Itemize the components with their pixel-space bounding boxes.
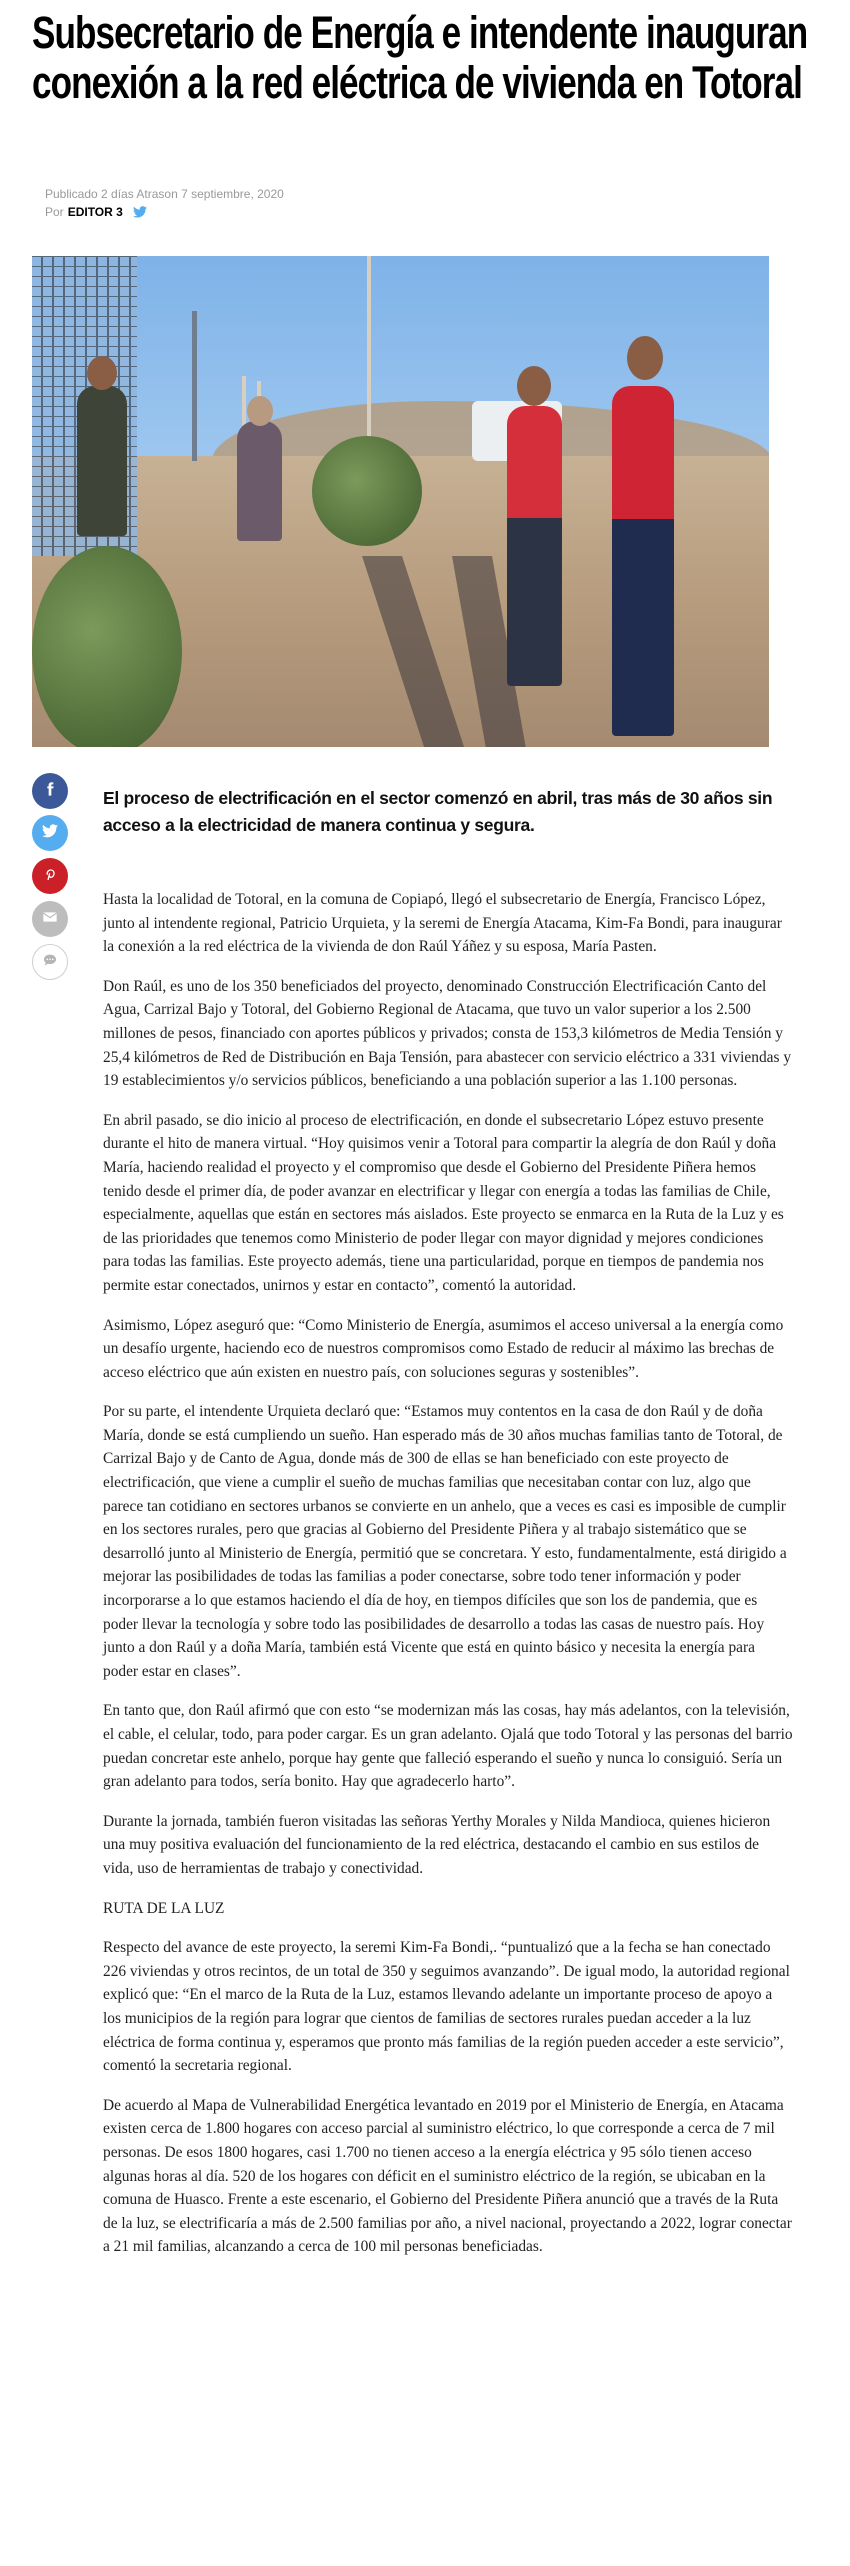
twitter-icon (42, 823, 58, 844)
article-paragraph: De acuerdo al Mapa de Vulnerabilidad Energética levantado en 2019 por el Ministerio de Energía, en Atacama existen cerca de 1.800 hogares con acceso parcial al suministro eléctrico, lo que corresponde a cerca de 7 mil personas. De esos 1800 hogares, casi 1.700 no tienen acceso a la energía eléctrica y 95 sólo tienen acceso algunas horas al día. 520 de los hogares con déficit en el suministro eléctrico de la región, se ubicaban en la comuna de Huasco. Frente a este escenario, el Gobierno del Presidente Piñera anunció que a través de la Ruta de la luz, se electrificaría a más de 2.500 familias por año, a nivel nacional, proyectando a 2022, lograr conectar a 21 mil familias, alcanzando a cerca de 100 mil personas beneficiadas. (103, 2096, 792, 2256)
pinterest-icon (42, 866, 58, 887)
article-paragraph: Hasta la localidad de Totoral, en la comuna de Copiapó, llegó el subsecretario de Energía, Francisco López, junto al intendente regional, Patricio Urquieta, y la seremi de Energía Atacama, Kim-Fa Bondi, para inaugurar la conexión a la red eléctrica de la vivienda de don Raúl Yáñez y su esposa, María Pasten. (103, 891, 782, 956)
photo-shrub (312, 436, 422, 546)
article-paragraph: Asimismo, López aseguró que: “Como Ministerio de Energía, asumimos el acceso universal a la energía como un desafío urgente, haciendo eco de nuestros compromisos como Estado de reducir al máximo las brechas de acceso eléctrico que aún existen en nuestro país, con soluciones seguras y sostenibles”. (103, 1316, 784, 1381)
article-paragraph: En tanto que, don Raúl afirmó que con esto “se modernizan más las cosas, hay más adelantos, con la televisión, el cable, el celular, todo, para poder cargar. Es un gran adelanto. Ojalá que todo Totoral y las personas del barrio puedan concretar este anhelo, porque hay gente que falleció esperando el sueño y nunca lo consiguió. Sería un gran adelanto para todos, sería bonito. Hay que agradecerlo harto”. (103, 1702, 793, 1791)
author-link[interactable]: EDITOR 3 (67, 205, 123, 219)
article-body (103, 888, 793, 2275)
share-twitter-button[interactable] (32, 815, 68, 851)
byline-prefix: Por (45, 205, 64, 219)
photo-person-head (247, 396, 273, 426)
section-subheading: RUTA DE LA LUZ (103, 1899, 225, 1917)
share-facebook-button[interactable] (32, 773, 68, 809)
photo-gate-post (192, 311, 197, 461)
photo-person-head (627, 336, 663, 380)
article-paragraph: Respecto del avance de este proyecto, la seremi Kim-Fa Bondi,. “puntualizó que a la fecha se han conectado 226 viviendas y otros recintos, de un total de 350 y seguimos avanzando”. De igual modo, la autoridad regional explicó que: “En el marco de la Ruta de la Luz, estamos llevando adelante un importante proceso de apoyo a los municipios de la región para lograr que cientos de familias de sectores rurales puedan acceder a la luz eléctrica de forma continua y, esperamos que pronto más familias de la región pueden acceder a este servicio”, comentó la secretaria regional. (103, 1939, 790, 2075)
article-paragraph: Por su parte, el intendente Urquieta declaró que: “Estamos muy contentos en la casa de don Raúl y de doña María, donde se está cumpliendo un sueño. Han esperado más de 30 años muchas familias tanto de Totoral, de Carrizal Bajo y de Canto de Agua, donde más de 300 de ellas se han beneficiado con este proyecto de electrificación, que viene a cumplir el sueño de muchas familias que necesitaban contar con luz, algo que parece tan cotidiano en sectores urbanos se convierte en un anhelo, que a veces es casi es imposible de cumplir en los sectores rurales, pero que gracias al Gobierno del Presidente Piñera y al trabajo sistemático que se desarrolló junto al Ministerio de Energía, permitió que se concretara. Y esto, fundamentalmente, está dirigido a mejorar las posibilidades de todas las familias a poder conectarse, sobre todo tener información y poder incorporarse a lo que estamos haciendo el día de hoy, en tiempos difíciles que son los de pandemia, que es poder llevar la tecnología y sobre todo las posibilidades de desarrollo a todas las casas de nuestro país. Hoy junto a don Raúl y a doña María, también está Vicente que está en quinto básico y necesita la energía para poder estar en clases”. (103, 1403, 787, 1680)
article-lead: El proceso de electrificación en el sector comenzó en abril, tras más de 30 años sin acceso a la electricidad de manera continua y segura. (103, 788, 773, 835)
photo-person (237, 421, 282, 541)
share-pinterest-button[interactable] (32, 858, 68, 894)
comments-button[interactable] (32, 944, 68, 980)
byline (45, 205, 147, 219)
twitter-icon[interactable] (133, 206, 147, 218)
photo-shrub (32, 546, 182, 747)
photo-person-head (517, 366, 551, 406)
article-title: Subsecretario de Energía e intendente inauguran conexión a la red eléctrica de vivienda en Totoral (32, 7, 808, 108)
article-photo (32, 256, 769, 747)
photo-person (507, 406, 562, 686)
article-paragraph: Durante la jornada, también fueron visitadas las señoras Yerthy Morales y Nilda Mandioca, quienes hicieron una muy positiva evaluación del funcionamiento de la red eléctrica, destacando el cambio en sus estilos de vida, uso de herramientas de trabajo y conectividad. (103, 1812, 771, 1877)
facebook-icon (42, 781, 58, 802)
article-paragraph: Don Raúl, es uno de los 350 beneficiados del proyecto, denominado Construcción Electrificación Canto del Agua, Carrizal Bajo y Totoral, del Gobierno Regional de Atacama, que tuvo un valor superior a los 2.500 millones de pesos, financiado con aportes públicos y privados; consta de 153,3 kilómetros de Media Tensión y 25,4 kilómetros de Red de Distribución en Baja Tensión, para abastecer con servicio eléctrico a 331 viviendas y 19 establecimientos y/o servicios públicos, beneficiando a una población superior a las 1.100 personas. (103, 977, 792, 1090)
photo-person (612, 386, 674, 736)
mail-icon (42, 909, 58, 930)
share-email-button[interactable] (32, 901, 68, 937)
comment-icon (42, 952, 58, 973)
photo-person (77, 386, 127, 536)
publish-meta: Publicado 2 días Atrason 7 septiembre, 2020 (45, 187, 284, 201)
photo-person-head (87, 356, 117, 390)
article-paragraph: En abril pasado, se dio inicio al proceso de electrificación, en donde el subsecretario López estuvo presente durante el hito de manera virtual. “Hoy quisimos venir a Totoral para compartir la alegría de don Raúl y doña María, haciendo realidad el proyecto y el compromiso que desde el Gobierno del Presidente Piñera hemos tenido desde el primer día, de poder avanzar en electrificar y llegar con energía a todas las familias de Chile, especialmente, aquellas que están en sectores más aislados. Este proyecto se enmarca en la Ruta de la Luz y es de las prioridades que tenemos como Ministerio de poder llegar con mayor dignidad y mejores condiciones para todas las familias. Este proyecto además, tiene una particularidad, porque en tiempos de pandemia nos permite estar conectados, unirnos y estar en contacto”, comentó la autoridad. (103, 1111, 784, 1294)
